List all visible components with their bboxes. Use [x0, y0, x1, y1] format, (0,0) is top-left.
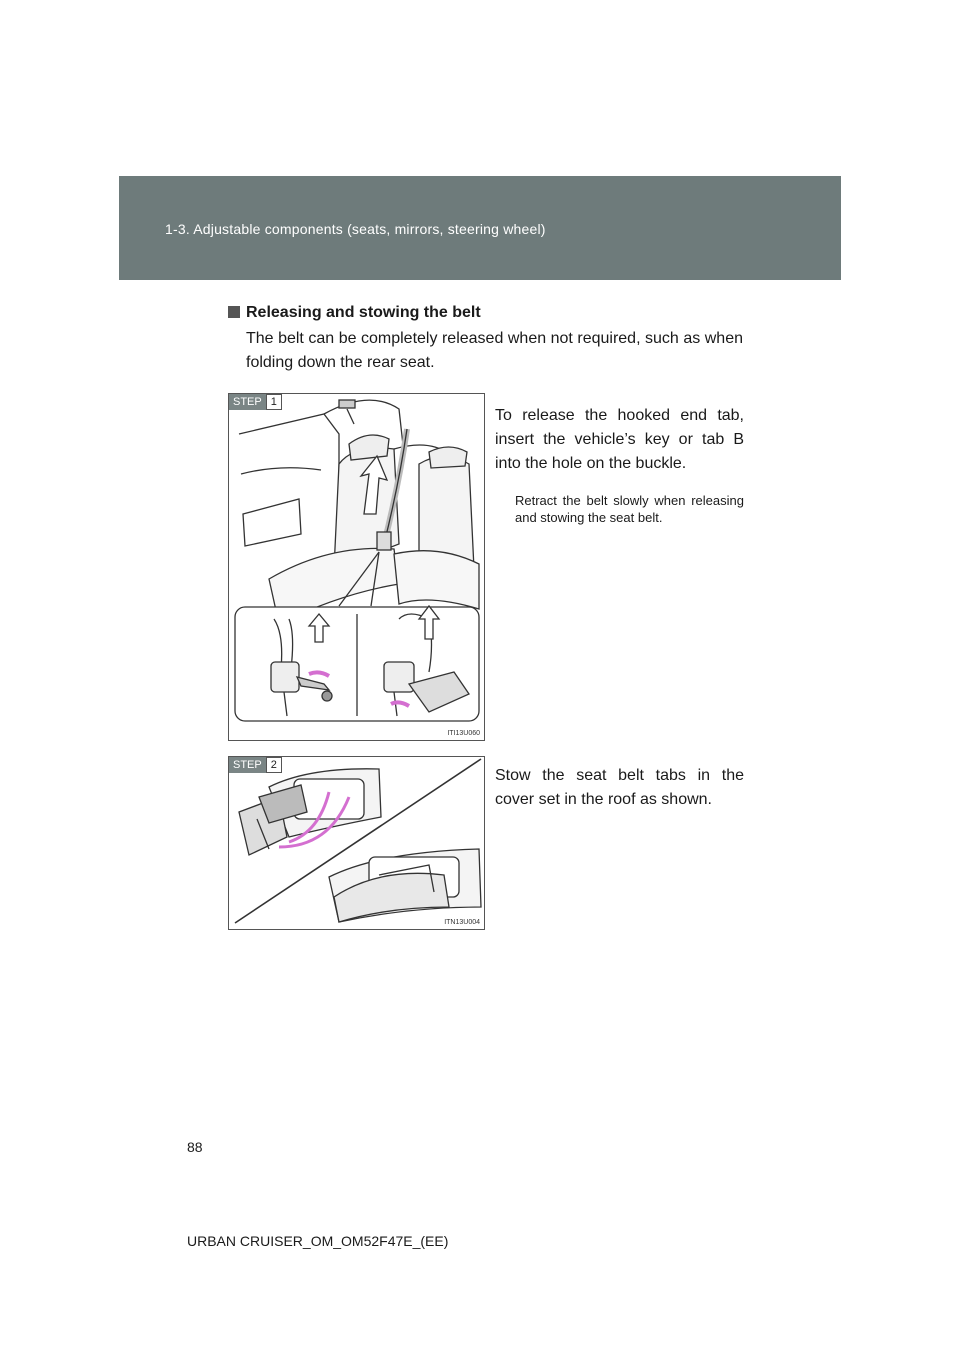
roof-cover-illustration	[229, 757, 484, 929]
step2-badge-number: 2	[266, 757, 282, 773]
step1-figure-code: ITI13U060	[447, 730, 480, 737]
step1-badge-number: 1	[266, 394, 282, 410]
heading-text: Releasing and stowing the belt	[246, 304, 481, 321]
step2-badge	[229, 757, 282, 773]
step1-badge-word: STEP	[229, 394, 266, 410]
step2-badge-word: STEP	[229, 757, 266, 773]
step2-instruction: Stow the seat belt tabs in the cover set in the roof as shown.	[495, 767, 744, 808]
section-title: 1-3. Adjustable components (seats, mirrors, steering wheel)	[165, 221, 546, 237]
step2-figure	[228, 756, 485, 930]
section-heading	[228, 304, 481, 322]
step1-figure	[228, 393, 485, 741]
document-id: URBAN CRUISER_OM_OM52F47E_(EE)	[187, 1233, 449, 1249]
heading-square-bullet	[228, 306, 240, 318]
step2-figure-code: ITN13U004	[444, 919, 480, 926]
page-number: 88	[187, 1139, 203, 1155]
step1-instruction: To release the hooked end tab, insert the vehicle’s key or tab B into the hole on the buckle.	[495, 407, 744, 472]
rear-seat-illustration	[229, 394, 484, 740]
step1-badge	[229, 394, 282, 410]
step1-note: Retract the belt slowly when releasing and stowing the seat belt.	[515, 493, 744, 525]
intro-paragraph: The belt can be completely released when not required, such as when folding down the rear seat.	[246, 330, 743, 371]
